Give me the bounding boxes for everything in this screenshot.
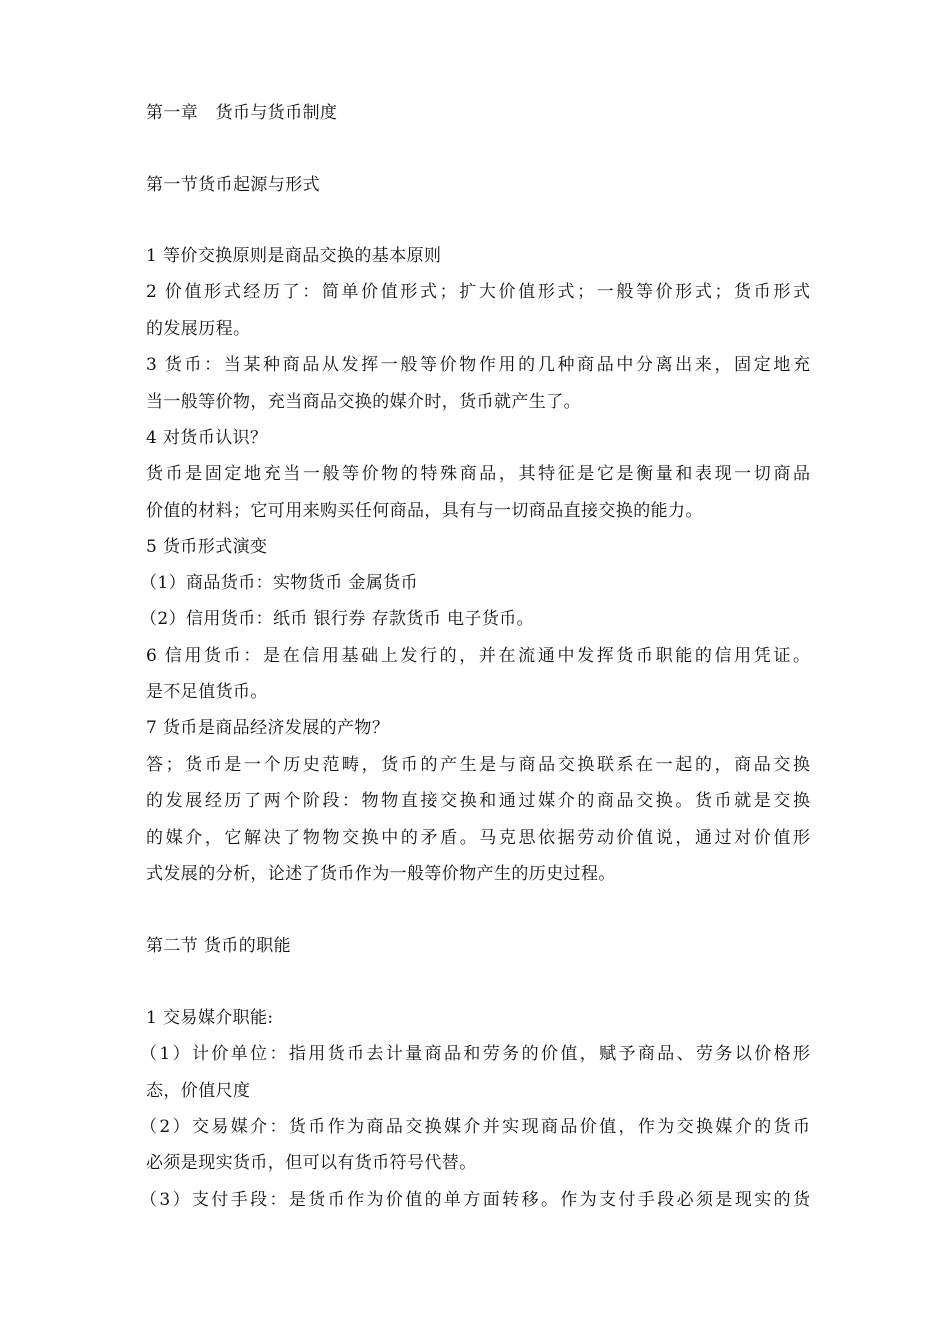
list-item: （1）计价单位：指用货币去计量商品和劳务的价值，赋予商品、劳务以价格形 bbox=[140, 1044, 810, 1064]
paragraph-line: 2 价值形式经历了：简单价值形式；扩大价值形式；一般等价形式；货币形式 bbox=[146, 282, 810, 302]
paragraph-line: 的媒介，它解决了物物交换中的矛盾。马克思依据劳动价值说，通过对价值形 bbox=[146, 828, 810, 848]
paragraph-line: 是不足值货币。 bbox=[146, 682, 268, 702]
paragraph-line: 1 等价交换原则是商品交换的基本原则 bbox=[146, 246, 442, 266]
section-title: 第一节货币起源与形式 bbox=[146, 175, 320, 195]
paragraph-line: 态，价值尺度 bbox=[146, 1081, 251, 1101]
paragraph-line: 必须是现实货币，但可以有货币符号代替。 bbox=[146, 1153, 477, 1173]
paragraph-line: 货币是固定地充当一般等价物的特殊商品，其特征是它是衡量和表现一切商品 bbox=[146, 464, 810, 484]
paragraph-line: 当一般等价物，充当商品交换的媒介时，货币就产生了。 bbox=[146, 392, 581, 412]
paragraph-line: 3 货币：当某种商品从发挥一般等价物作用的几种商品中分离出来，固定地充 bbox=[146, 355, 810, 375]
list-item: （3）支付手段：是货币作为价值的单方面转移。作为支付手段必须是现实的货 bbox=[140, 1190, 810, 1210]
section-title: 第二节 货币的职能 bbox=[146, 936, 292, 956]
paragraph-line: 7 货币是商品经济发展的产物？ bbox=[146, 718, 390, 738]
list-item: （1）商品货币：实物货币 金属货币 bbox=[140, 573, 419, 593]
paragraph-line: 4 对货币认识？ bbox=[146, 428, 268, 448]
paragraph-line: 答；货币是一个历史范畴，货币的产生是与商品交换联系在一起的，商品交换 bbox=[146, 755, 810, 775]
paragraph-line: 1 交易媒介职能: bbox=[146, 1008, 274, 1028]
paragraph-line: 5 货币形式演变 bbox=[146, 537, 268, 557]
list-item: （2）信用货币：纸币 银行券 存款货币 电子货币。 bbox=[140, 609, 535, 629]
paragraph-line: 6 信用货币：是在信用基础上发行的，并在流通中发挥货币职能的信用凭证。 bbox=[146, 646, 810, 666]
paragraph-line: 式发展的分析，论述了货币作为一般等价物产生的历史过程。 bbox=[146, 864, 616, 884]
chapter-title: 第一章 货币与货币制度 bbox=[146, 103, 338, 123]
paragraph-line: 价值的材料；它可用来购买任何商品，具有与一切商品直接交换的能力。 bbox=[146, 501, 703, 521]
list-item: （2）交易媒介：货币作为商品交换媒介并实现商品价值，作为交换媒介的货币 bbox=[140, 1117, 810, 1137]
paragraph-line: 的发展经历了两个阶段：物物直接交换和通过媒介的商品交换。货币就是交换 bbox=[146, 791, 810, 811]
paragraph-line: 的发展历程。 bbox=[146, 319, 251, 339]
